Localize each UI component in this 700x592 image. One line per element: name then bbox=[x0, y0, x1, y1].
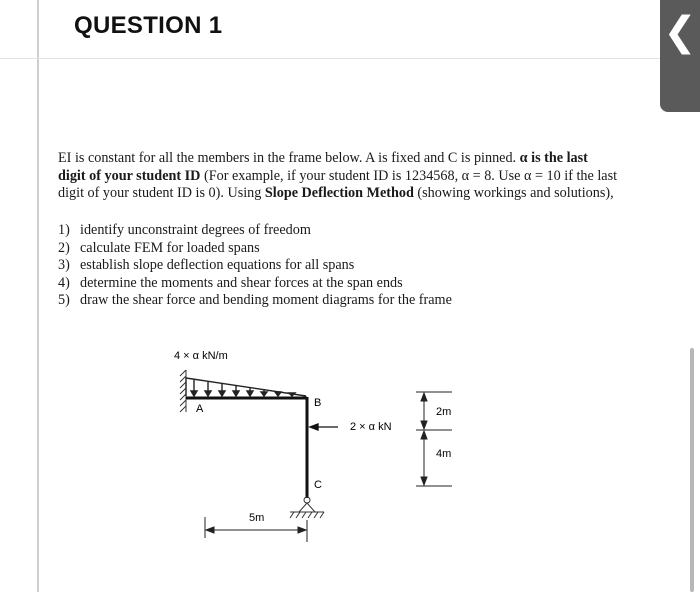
task-number: 4) bbox=[58, 274, 70, 291]
node-b-label: B bbox=[314, 397, 322, 409]
side-panel-toggle[interactable] bbox=[660, 0, 700, 112]
fixed-support-a bbox=[180, 370, 186, 412]
node-c-label: C bbox=[314, 479, 322, 491]
point-load-label: 2 × α kN bbox=[350, 421, 392, 433]
task-text: determine the moments and shear forces at the span ends bbox=[80, 274, 403, 291]
task-number: 2) bbox=[58, 239, 70, 256]
lower-height-label: 4m bbox=[436, 448, 452, 460]
upper-height-label: 2m bbox=[436, 406, 452, 418]
task-item bbox=[58, 240, 618, 258]
question-intro bbox=[58, 150, 618, 203]
task-text: establish slope deflection equations for all spans bbox=[80, 257, 355, 273]
task-number: 5) bbox=[58, 292, 70, 308]
intro-bold-method: Slope Deflection Method bbox=[264, 185, 414, 201]
task-number: 1) bbox=[58, 222, 70, 238]
frame-diagram bbox=[160, 340, 470, 555]
task-text: identify unconstraint degrees of freedom bbox=[80, 222, 311, 238]
task-item bbox=[58, 292, 618, 310]
task-item bbox=[58, 222, 618, 240]
intro-text-1: EI is constant for all the members in the frame below. A is fixed and C is pinned. bbox=[58, 150, 520, 166]
span-dimension-label: 5m bbox=[249, 512, 265, 524]
distributed-load-label: 4 × α kN/m bbox=[174, 350, 228, 362]
task-text: calculate FEM for loaded spans bbox=[80, 239, 260, 256]
task-item bbox=[58, 257, 618, 275]
distributed-load-arrows bbox=[186, 378, 306, 396]
pin-support-c bbox=[290, 497, 324, 518]
task-text: draw the shear force and bending moment diagrams for the frame bbox=[80, 292, 452, 308]
frame-members bbox=[186, 397, 307, 498]
intro-text-2: (For example, if your student ID is 1234568, α = 8. Use α = 10 if the last digit of your student ID is 0). Using bbox=[58, 167, 618, 201]
task-number: 3) bbox=[58, 257, 70, 273]
question-title: QUESTION 1 bbox=[74, 12, 223, 39]
task-list bbox=[58, 222, 618, 310]
scrollbar-thumb[interactable] bbox=[690, 348, 694, 592]
chevron-left-icon: ❮ bbox=[663, 9, 697, 55]
intro-text-3: (showing workings and solutions), bbox=[413, 185, 614, 201]
left-margin-rule bbox=[37, 0, 39, 592]
task-item bbox=[58, 275, 618, 293]
intro-bold-alpha: α is the last digit of your student ID bbox=[58, 150, 588, 184]
node-a-label: A bbox=[196, 403, 204, 415]
header-divider bbox=[0, 58, 700, 59]
point-load-arrow bbox=[310, 424, 338, 430]
